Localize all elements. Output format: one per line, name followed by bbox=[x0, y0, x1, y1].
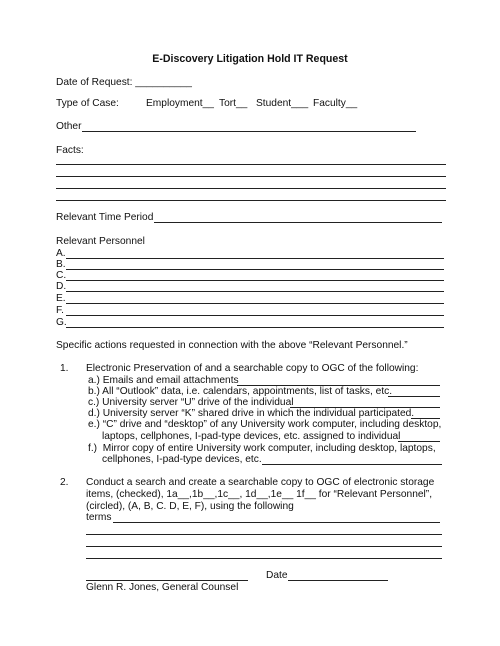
case-option-student[interactable]: Student___ bbox=[256, 98, 309, 109]
item-1c-text: c.) University server “U” drive of the individual bbox=[88, 397, 294, 408]
item-1-heading: Electronic Preservation of and a searchable copy to OGC of the following: bbox=[86, 363, 419, 374]
date-field-line[interactable] bbox=[288, 580, 388, 581]
personnel-row-label: A. bbox=[56, 248, 66, 259]
personnel-row-label: B. bbox=[56, 259, 66, 270]
personnel-row-line[interactable] bbox=[66, 315, 444, 316]
personnel-row-line[interactable] bbox=[66, 327, 444, 328]
item-1e-text: e.) “C” drive and “desktop” of any University work computer, including desktop, bbox=[88, 419, 442, 430]
personnel-row-label: D. bbox=[56, 281, 67, 292]
item-1f-field-line[interactable] bbox=[262, 464, 442, 465]
facts-line-1[interactable] bbox=[56, 164, 446, 165]
time-period-field-line[interactable] bbox=[154, 222, 442, 223]
personnel-row-line[interactable] bbox=[66, 291, 444, 292]
other-label: Other bbox=[56, 121, 82, 132]
time-period-label: Relevant Time Period bbox=[56, 212, 154, 223]
facts-line-2[interactable] bbox=[56, 176, 446, 177]
facts-line-3[interactable] bbox=[56, 188, 446, 189]
personnel-row-line[interactable] bbox=[66, 258, 444, 259]
case-option-tort[interactable]: Tort__ bbox=[219, 98, 248, 109]
personnel-row-label: F. bbox=[56, 305, 64, 316]
item-2-terms-label: terms bbox=[86, 512, 112, 523]
item-1a-text: a.) Emails and email attachments bbox=[88, 375, 239, 386]
personnel-label: Relevant Personnel bbox=[56, 236, 145, 247]
item-1f-text-cont: cellphones, I-pad-type devices, etc. bbox=[102, 454, 262, 465]
item-1b-text: b.) All “Outlook” data, i.e. calendars, appointments, list of tasks, etc. bbox=[88, 386, 393, 397]
personnel-row-line[interactable] bbox=[66, 269, 444, 270]
personnel-row-label: C. bbox=[56, 270, 67, 281]
item-1-number: 1. bbox=[60, 363, 69, 374]
form-title: E-Discovery Litigation Hold IT Request bbox=[152, 53, 348, 65]
specific-actions-text: Specific actions requested in connection with the above “Relevant Personnel.” bbox=[56, 340, 408, 351]
personnel-row-line[interactable] bbox=[66, 303, 444, 304]
terms-line-4[interactable] bbox=[86, 558, 442, 559]
personnel-row-line[interactable] bbox=[66, 280, 444, 281]
item-1d-text: d.) University server “K” shared drive in which the individual participated. bbox=[88, 408, 415, 419]
item-1b-field-line[interactable] bbox=[388, 396, 440, 397]
case-option-employment[interactable]: Employment__ bbox=[146, 98, 214, 109]
facts-label: Facts: bbox=[56, 145, 84, 156]
item-2-line-1: Conduct a search and create a searchable copy to OGC of electronic storage bbox=[86, 477, 435, 488]
item-1e-field-line[interactable] bbox=[398, 441, 440, 442]
personnel-row-label: E. bbox=[56, 293, 66, 304]
case-option-faculty[interactable]: Faculty__ bbox=[313, 98, 358, 109]
item-1f-text: f.) Mirror copy of entire University work computer, including desktop, laptops, bbox=[88, 443, 436, 454]
item-1e-text-cont: laptops, cellphones, I-pad-type devices, etc. assigned to individual bbox=[102, 431, 401, 442]
type-of-case-label: Type of Case: bbox=[56, 98, 119, 109]
facts-line-4[interactable] bbox=[56, 200, 446, 201]
item-2-number: 2. bbox=[60, 477, 69, 488]
terms-line-2[interactable] bbox=[86, 534, 442, 535]
date-label: Date bbox=[266, 570, 288, 581]
date-of-request-label: Date of Request: __________ bbox=[56, 77, 192, 88]
item-2-line-2: items, (checked), 1a__,1b__,1c__, 1d__,1e__ 1f__ for “Relevant Personnel”, bbox=[86, 489, 433, 500]
personnel-row-label: G. bbox=[56, 317, 67, 328]
terms-line-3[interactable] bbox=[86, 546, 442, 547]
other-field-line[interactable] bbox=[82, 131, 416, 132]
signatory-name: Glenn R. Jones, General Counsel bbox=[86, 582, 239, 593]
item-2-line-3: (circled), (A, B, C. D, E, F), using the following bbox=[86, 501, 294, 512]
terms-field-line[interactable] bbox=[113, 522, 440, 523]
signature-line[interactable] bbox=[86, 580, 248, 581]
